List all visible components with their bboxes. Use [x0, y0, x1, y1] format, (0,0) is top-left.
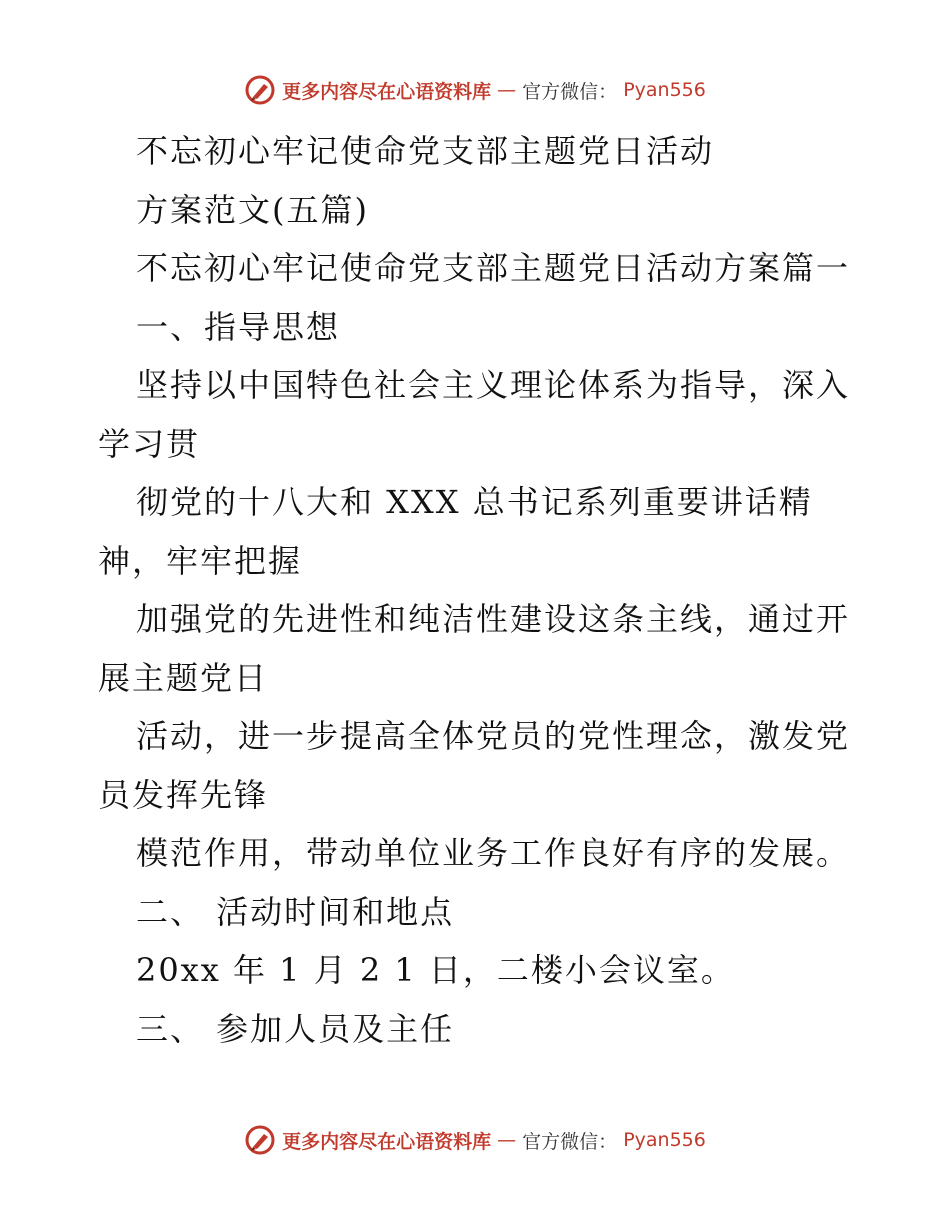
doc-paragraph-line: 模范作用，带动单位业务工作良好有序的发展。 — [136, 834, 851, 872]
doc-paragraph-line: 加强党的先进性和纯洁性建设这条主线，通过开 — [136, 600, 851, 638]
pen-nib-icon — [244, 74, 276, 106]
watermark-dash: — — [497, 1129, 517, 1151]
doc-title-line-1: 不忘初心牢记使命党支部主题党日活动 — [136, 132, 715, 170]
doc-paragraph-line: 学习贯 — [98, 424, 201, 463]
doc-title-line-2: 方案范文(五篇) — [136, 190, 369, 229]
watermark-content — [244, 1124, 706, 1156]
header-watermark — [0, 70, 950, 110]
doc-section-heading: 不忘初心牢记使命党支部主题党日活动方案篇一 — [136, 249, 851, 287]
doc-paragraph-line: 彻党的十八大和 XXX 总书记系列重要讲话精 — [136, 483, 813, 521]
doc-paragraph-line: 展主题党日 — [98, 658, 269, 697]
doc-paragraph-line: 员发挥先锋 — [98, 775, 269, 814]
doc-heading-time-place: 二、 活动时间和地点 — [136, 892, 455, 931]
watermark-label: 官方微信： — [522, 80, 618, 103]
doc-paragraph-line: 坚持以中国特色社会主义理论体系为指导，深入 — [136, 366, 851, 404]
doc-heading-participants: 三、 参加人员及主任 — [136, 1009, 455, 1048]
doc-paragraph-line: 神，牢牢把握 — [98, 541, 303, 580]
watermark-main-text: 更多内容尽在心语资料库 — [282, 1130, 492, 1153]
watermark-handle: Pyan556 — [623, 79, 706, 101]
document-body — [98, 122, 858, 1058]
doc-heading-guiding-thought: 一、指导思想 — [136, 307, 341, 346]
footer-watermark — [0, 1120, 950, 1160]
watermark-dash: — — [497, 79, 517, 101]
pen-nib-icon — [244, 1124, 276, 1156]
watermark-label: 官方微信： — [522, 1130, 618, 1153]
watermark-content — [244, 74, 706, 106]
doc-paragraph-line: 活动，进一步提高全体党员的党性理念，激发党 — [136, 717, 851, 755]
doc-paragraph-line: 20xx 年 1 月 2 1 日，二楼小会议室。 — [136, 951, 735, 989]
watermark-handle: Pyan556 — [623, 1129, 706, 1151]
watermark-main-text: 更多内容尽在心语资料库 — [282, 80, 492, 103]
